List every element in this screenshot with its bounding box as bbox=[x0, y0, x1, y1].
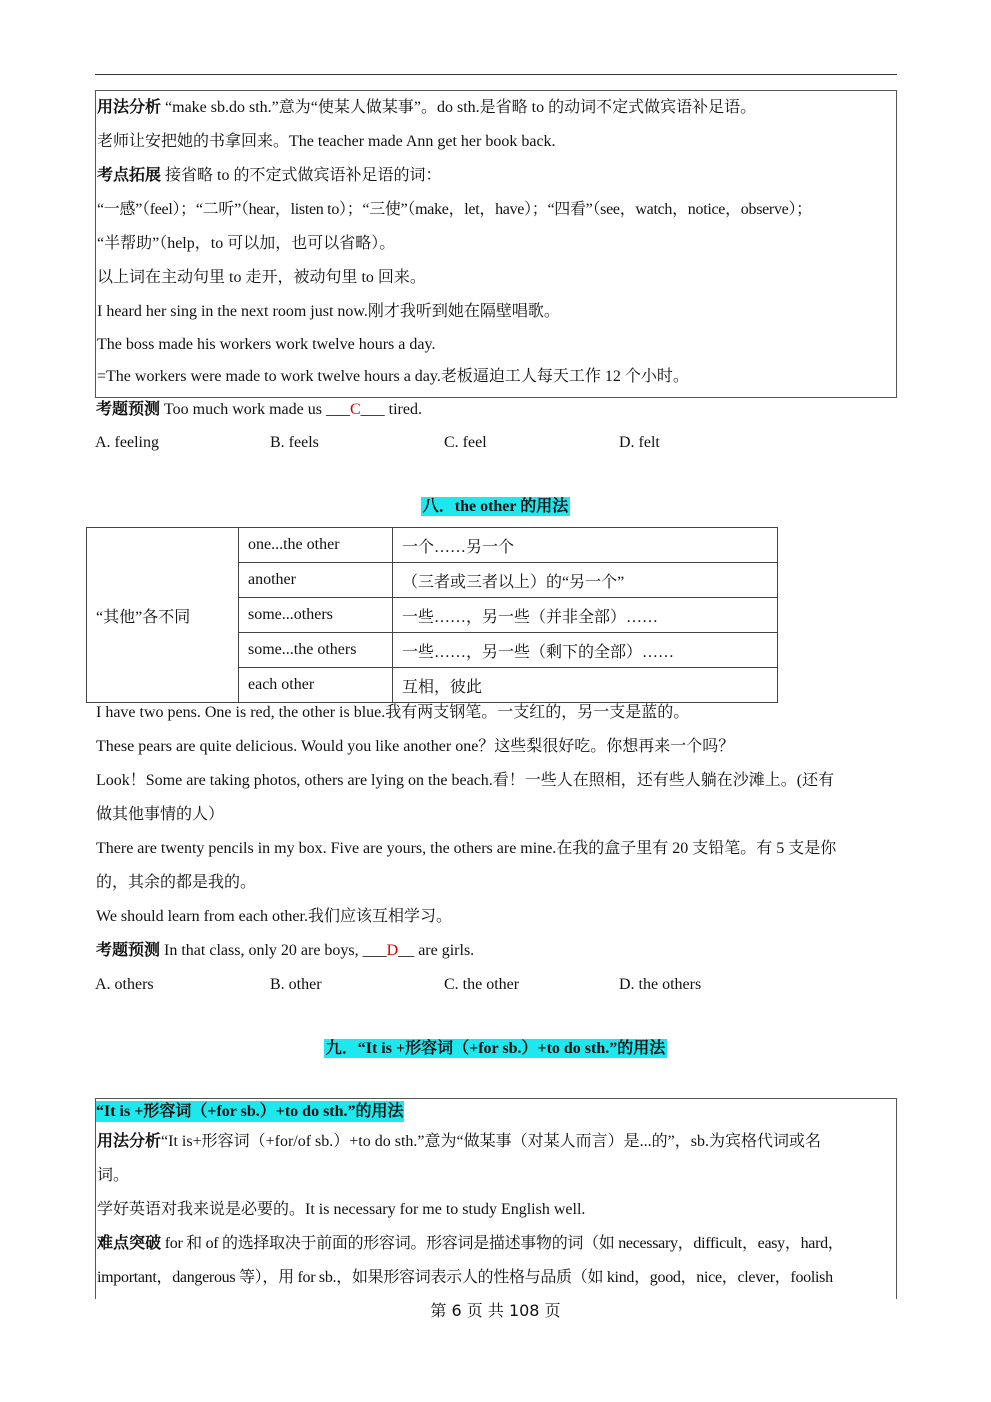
group-cell: “其他”各不同 bbox=[87, 528, 239, 703]
label: 用法分析 bbox=[97, 99, 162, 116]
example-line: These pears are quite delicious. Would you like another one？这些梨很好吃。你想再来一个吗？ bbox=[96, 738, 735, 755]
option-a: A. feeling bbox=[95, 434, 159, 451]
text-line: The boss made his workers work twelve hours a day. bbox=[97, 336, 436, 353]
text: In that class, only 20 are boys, ___ bbox=[160, 942, 387, 959]
question-1 bbox=[95, 393, 897, 427]
section-9-heading bbox=[0, 1035, 991, 1058]
text: “It is+形容词（+for/of sb.）+to do sth.”意为“做某事（对某人而言）是...的”，sb.为宾格代词或名 bbox=[161, 1133, 821, 1150]
question-2-options bbox=[95, 968, 895, 1002]
option-a: A. others bbox=[95, 976, 154, 993]
answer: D bbox=[386, 942, 399, 959]
cell: one...the other bbox=[239, 528, 393, 563]
cell: 一些……，另一些（并非全部）…… bbox=[393, 598, 778, 633]
cell: 一个……另一个 bbox=[393, 528, 778, 563]
text: __ are girls. bbox=[398, 942, 475, 959]
cell: another bbox=[239, 563, 393, 598]
header-rule bbox=[95, 74, 897, 75]
text-line: 以上词在主动句里 to 走开，被动句里 to 回来。 bbox=[97, 269, 426, 286]
text-line: 老师让安把她的书拿回来。The teacher made Ann get her book back. bbox=[97, 133, 556, 150]
label: 考点拓展 bbox=[97, 167, 162, 184]
label: 考题预测 bbox=[96, 401, 161, 418]
cell: some...the others bbox=[239, 633, 393, 668]
text-line: important，dangerous 等），用 for sb.，如果形容词表示人的性格与品质（如 kind，good，nice，clever，foolish bbox=[97, 1269, 833, 1286]
the-other-table bbox=[86, 527, 778, 703]
text-line: 学好英语对我来说是必要的。It is necessary for me to study English well. bbox=[97, 1201, 586, 1218]
cell: （三者或三者以上）的“另一个” bbox=[393, 563, 778, 598]
table-row bbox=[87, 528, 778, 563]
text: ___ tired. bbox=[360, 401, 422, 418]
text-line: 词。 bbox=[97, 1167, 130, 1184]
label: 考题预测 bbox=[96, 942, 161, 959]
cell: 互相，彼此 bbox=[393, 668, 778, 703]
text: “make sb.do sth.”意为“使某人做某事”。do sth.是省略 to 的动词不定式做宾语补足语。 bbox=[161, 99, 757, 116]
text: for 和 of 的选择取决于前面的形容词。形容词是描述事物的词（如 necessary，difficult，easy，hard， bbox=[161, 1235, 844, 1252]
text-line: =The workers were made to work twelve hours a day.老板逼迫工人每天工作 12 个小时。 bbox=[97, 368, 689, 385]
example-line: I have two pens. One is red, the other is blue.我有两支钢笔。一支红的，另一支是蓝的。 bbox=[96, 704, 690, 721]
page-footer: 第 6 页 共 108 页 bbox=[430, 1301, 561, 1320]
option-b: B. feels bbox=[270, 434, 319, 451]
text: Too much work made us ___ bbox=[160, 401, 350, 418]
cell: 一些……，另一些（剩下的全部）…… bbox=[393, 633, 778, 668]
option-b: B. other bbox=[270, 976, 322, 993]
example-line: 的，其余的都是我的。 bbox=[96, 874, 257, 891]
answer: C bbox=[349, 401, 361, 418]
heading-text: 九．“It is +形容词（+for sb.）+to do sth.”的用法 bbox=[325, 1040, 666, 1057]
example-line: There are twenty pencils in my box. Five are yours, the others are mine.在我的盒子里有 20 支铅笔。有 5 支是你 bbox=[96, 840, 837, 857]
cell: some...others bbox=[239, 598, 393, 633]
text-line: I heard her sing in the next room just now.刚才我听到她在隔壁唱歌。 bbox=[97, 303, 560, 320]
example-line: Look！Some are taking photos, others are lying on the beach.看！一些人在照相，还有些人躺在沙滩上。(还有 bbox=[96, 772, 835, 789]
heading-text: 八．the other 的用法 bbox=[422, 498, 569, 515]
option-d: D. the others bbox=[619, 976, 702, 993]
usage-box-make bbox=[95, 90, 897, 398]
text-line: “半帮助”（help，to 可以加，也可以省略）。 bbox=[97, 235, 396, 252]
question-1-options bbox=[95, 426, 895, 460]
text: 接省略 to 的不定式做宾语补足语的词： bbox=[161, 167, 442, 184]
label: 用法分析 bbox=[97, 1133, 162, 1150]
option-c: C. the other bbox=[444, 976, 520, 993]
example-line: 做其他事情的人） bbox=[96, 806, 225, 823]
usage-box-it-is bbox=[95, 1098, 897, 1299]
option-c: C. feel bbox=[444, 434, 487, 451]
section-8-examples bbox=[95, 696, 897, 968]
text-line: “一感”（feel）；“二听”（hear，listen to）；“三使”（make，let，have）；“四看”（see，watch，notice，observe）； bbox=[97, 201, 812, 218]
cell: each other bbox=[239, 668, 393, 703]
example-line: We should learn from each other.我们应该互相学习。 bbox=[96, 908, 452, 925]
option-d: D. felt bbox=[619, 434, 660, 451]
label: 难点突破 bbox=[97, 1235, 162, 1252]
box-title: “It is +形容词（+for sb.）+to do sth.”的用法 bbox=[96, 1103, 404, 1120]
section-8-heading bbox=[0, 493, 991, 516]
